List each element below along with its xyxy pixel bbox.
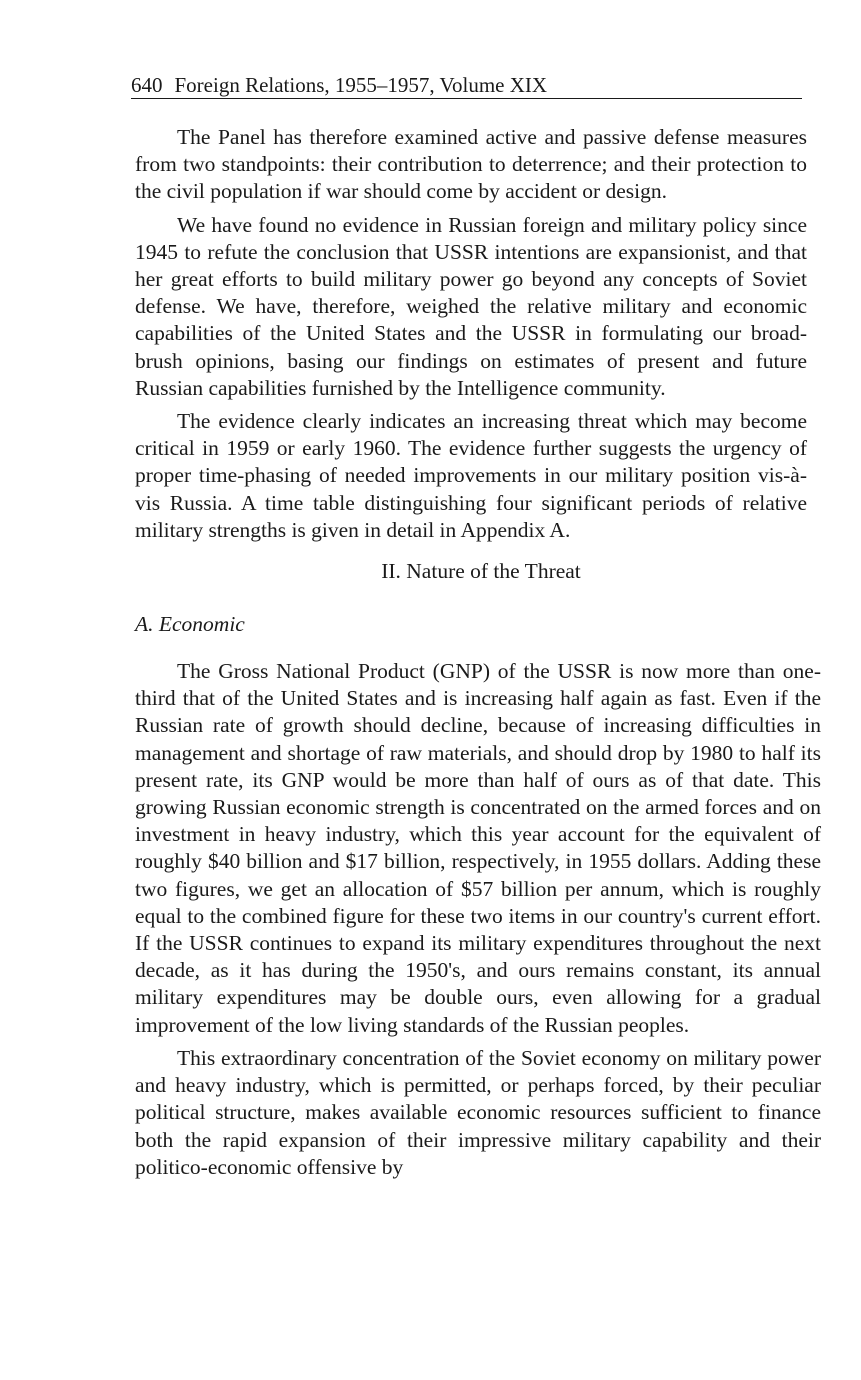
subsection-heading: A. Economic — [135, 612, 245, 637]
running-title: Foreign Relations, 1955–1957, Volume XIX — [174, 73, 548, 97]
body-text — [135, 124, 821, 1187]
paragraph: The evidence clearly indicates an increasing threat which may become critical in 1959 or early 1960. The evidence further suggests the urgency of proper time-phasing of needed improvements in our military position vis-à-vis Russia. A time table distinguishing four significant periods of relative military strengths is given in detail in Appendix A. — [135, 409, 807, 542]
running-header — [131, 72, 802, 99]
page-number: 640 — [131, 73, 163, 97]
paragraph: The Gross National Product (GNP) of the USSR is now more than one-third that of the United States and is increasing half again as fast. Even if the Russian rate of growth should decline, because of increasing difficulties in management and shortage of raw materials, and should drop by 1980 to half its present rate, its GNP would be more than half of ours as of that date. This growing Russian economic strength is concentrated on the armed forces and on investment in heavy industry, which this year account for the equivalent of roughly $40 billion and $17 billion, respectively, in 1955 dollars. Adding these two figures, we get an allocation of $57 billion per annum, which is roughly equal to the combined figure for these two items in our country's current effort. If the USSR continues to expand its military expenditures throughout the next decade, as it has during the 1950's, and ours remains constant, its annual military expenditures may be double ours, even allowing for a gradual improvement of the low living standards of the Russian peoples. — [135, 659, 821, 1037]
paragraph: We have found no evidence in Russian foreign and military policy since 1945 to refute the conclusion that USSR intentions are expansionist, and that her great efforts to build military power go beyond any concepts of Soviet defense. We have, therefore, weighed the relative military and economic capabilities of the United States and the USSR in formulating our broad-brush opinions, basing our findings on estimates of present and future Russian capabilities furnished by the Intelligence community. — [135, 212, 807, 400]
paragraph: This extraordinary concentration of the Soviet economy on military power and heavy industry, which is permitted, or perhaps forced, by their peculiar political structure, makes available economic resources sufficient to finance both the rapid expansion of their impressive military capability and their politico-economic offensive by — [135, 1045, 821, 1179]
paragraph: The Panel has therefore examined active and passive defense measures from two standpoints: their contribution to deterrence; and their protection to the civil population if war should come by accident or design. — [135, 125, 807, 204]
section-heading: II. Nature of the Threat — [381, 559, 581, 584]
